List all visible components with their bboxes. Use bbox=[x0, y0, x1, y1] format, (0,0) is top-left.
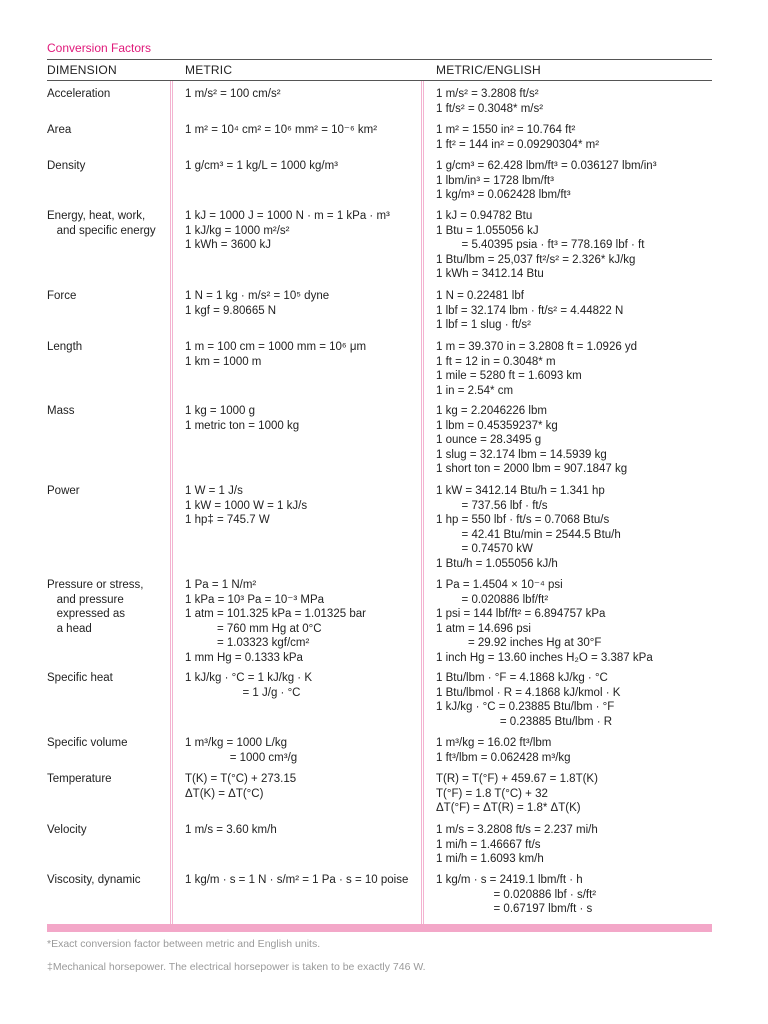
metric-cell bbox=[185, 823, 277, 838]
cell-line: 1 kJ = 1000 J = 1000 N · m = 1 kPa · m³ bbox=[185, 210, 390, 222]
metric-cell bbox=[185, 772, 296, 801]
cell-line: Temperature bbox=[47, 773, 112, 785]
cell-line: 1 kWh = 3412.14 Btu bbox=[436, 268, 544, 280]
cell-line: 1 kg/m · s = 1 N · s/m² = 1 Pa · s = 10 poise bbox=[185, 874, 409, 886]
cell-line: Density bbox=[47, 160, 86, 172]
cell-line: T(°F) = 1.8 T(°C) + 32 bbox=[436, 787, 548, 800]
cell-line: 1 kJ/kg · °C = 1 kJ/kg · K bbox=[185, 672, 312, 684]
cell-line: 1 kPa = 10³ Pa = 10⁻³ MPa bbox=[185, 593, 325, 606]
dimension-cell bbox=[47, 772, 177, 787]
cell-line: Specific volume bbox=[47, 737, 128, 749]
cell-line: 1 in = 2.54* cm bbox=[436, 384, 514, 397]
cell-line: = 0.020886 lbf · s/ft² bbox=[436, 888, 597, 901]
cell-line: 1 ounce = 28.3495 g bbox=[436, 434, 542, 446]
metric-cell bbox=[185, 873, 408, 888]
metric-english-cell bbox=[436, 772, 598, 816]
metric-cell bbox=[185, 671, 312, 700]
footnote-exact: *Exact conversion factor between metric and English units. bbox=[47, 938, 321, 950]
cell-line: 1 km = 1000 m bbox=[185, 355, 262, 368]
cell-line: 1 N = 1 kg · m/s² = 10⁵ dyne bbox=[185, 290, 330, 302]
cell-line: Viscosity, dynamic bbox=[47, 874, 141, 886]
cell-line: 1 mi/h = 1.46667 ft/s bbox=[436, 838, 541, 851]
cell-line: = 1.03323 kgf/cm² bbox=[185, 637, 310, 649]
cell-line: 1 W = 1 J/s bbox=[185, 485, 243, 497]
metric-cell bbox=[185, 578, 366, 665]
cell-line: 1 m = 100 cm = 1000 mm = 10⁶ μm bbox=[185, 341, 367, 353]
cell-line: 1 lbf = 32.174 lbm · ft/s² = 4.44822 N bbox=[436, 304, 624, 317]
cell-line: 1 ft/s² = 0.3048* m/s² bbox=[436, 102, 544, 115]
cell-line: 1 kWh = 3600 kJ bbox=[185, 239, 271, 251]
dimension-cell bbox=[47, 87, 177, 102]
cell-line: 1 g/cm³ = 62.428 lbm/ft³ = 0.036127 lbm/in³ bbox=[436, 160, 657, 172]
metric-cell bbox=[185, 159, 338, 174]
cell-line: 1 Btu/lbm = 25,037 ft²/s² = 2.326* kJ/kg bbox=[436, 253, 636, 266]
footnote-horsepower: ‡Mechanical horsepower. The electrical horsepower is taken to be exactly 746 W. bbox=[47, 961, 426, 973]
header-metric: METRIC bbox=[185, 63, 233, 77]
metric-english-cell bbox=[436, 578, 653, 665]
cell-line: expressed as bbox=[47, 608, 125, 620]
cell-line: 1 m/s² = 3.2808 ft/s² bbox=[436, 88, 539, 100]
cell-line: 1 kg/m · s = 2419.1 lbm/ft · h bbox=[436, 874, 583, 886]
cell-line: 1 atm = 14.696 psi bbox=[436, 622, 531, 635]
dimension-cell bbox=[47, 873, 177, 888]
metric-cell bbox=[185, 209, 390, 253]
metric-english-cell bbox=[436, 123, 599, 152]
cell-line: = 1 J/g · °C bbox=[185, 686, 301, 699]
metric-english-cell bbox=[436, 671, 620, 729]
cell-line: 1 lbm = 0.45359237* kg bbox=[436, 419, 558, 432]
cell-line: 1 atm = 101.325 kPa = 1.01325 bar bbox=[185, 608, 366, 620]
cell-line: 1 short ton = 2000 lbm = 907.1847 kg bbox=[436, 463, 628, 475]
top-rule bbox=[47, 59, 712, 60]
cell-line: a head bbox=[47, 622, 92, 635]
cell-line: 1 kg = 1000 g bbox=[185, 405, 256, 417]
dimension-cell bbox=[47, 823, 177, 838]
metric-english-cell bbox=[436, 736, 571, 765]
cell-line: 1 lbf = 1 slug · ft/s² bbox=[436, 319, 531, 331]
metric-english-cell bbox=[436, 873, 596, 917]
dimension-cell bbox=[47, 671, 177, 686]
cell-line: and specific energy bbox=[47, 224, 156, 237]
cell-line: 1 Pa = 1.4504 × 10⁻⁴ psi bbox=[436, 579, 563, 591]
cell-line: 1 Btu/lbm · °F = 4.1868 kJ/kg · °C bbox=[436, 672, 608, 684]
bottom-bar bbox=[47, 924, 712, 932]
metric-cell bbox=[185, 123, 377, 138]
cell-line: = 1000 cm³/g bbox=[185, 751, 298, 764]
header-dimension: DIMENSION bbox=[47, 63, 117, 77]
dimension-cell bbox=[47, 123, 177, 138]
cell-line: Specific heat bbox=[47, 672, 113, 684]
cell-line: Pressure or stress, bbox=[47, 579, 144, 591]
metric-english-cell bbox=[436, 823, 598, 867]
cell-line: 1 mm Hg = 0.1333 kPa bbox=[185, 651, 303, 664]
cell-line: 1 mile = 5280 ft = 1.6093 km bbox=[436, 370, 582, 382]
dimension-cell bbox=[47, 736, 177, 751]
dimension-cell bbox=[47, 404, 177, 419]
cell-line: 1 kJ = 0.94782 Btu bbox=[436, 210, 533, 222]
table-header bbox=[47, 63, 712, 79]
cell-line: 1 kg/m³ = 0.062428 lbm/ft³ bbox=[436, 189, 571, 201]
cell-line: = 0.67197 lbm/ft · s bbox=[436, 903, 593, 915]
cell-line: = 42.41 Btu/min = 2544.5 Btu/h bbox=[436, 528, 621, 541]
metric-english-cell bbox=[436, 87, 543, 116]
cell-line: Mass bbox=[47, 405, 75, 417]
header-metric-english: METRIC/ENGLISH bbox=[436, 63, 541, 77]
cell-line: 1 Btu/h = 1.055056 kJ/h bbox=[436, 557, 558, 570]
cell-line: 1 m/s² = 100 cm/s² bbox=[185, 88, 281, 100]
cell-line: Acceleration bbox=[47, 88, 111, 100]
metric-cell bbox=[185, 340, 366, 369]
dimension-cell bbox=[47, 578, 177, 636]
cell-line: 1 m/s = 3.2808 ft/s = 2.237 mi/h bbox=[436, 824, 598, 836]
cell-line: 1 m/s = 3.60 km/h bbox=[185, 824, 277, 836]
cell-line: T(K) = T(°C) + 273.15 bbox=[185, 773, 297, 785]
metric-cell bbox=[185, 484, 307, 528]
metric-english-cell bbox=[436, 209, 644, 282]
cell-line: ΔT(°F) = ΔT(R) = 1.8* ΔT(K) bbox=[436, 802, 581, 814]
dimension-cell bbox=[47, 340, 177, 355]
cell-line: 1 kJ/kg · °C = 0.23885 Btu/lbm · °F bbox=[436, 701, 615, 713]
metric-english-cell bbox=[436, 159, 657, 203]
metric-cell bbox=[185, 289, 329, 318]
metric-english-cell bbox=[436, 404, 627, 477]
cell-line: 1 m² = 10⁴ cm² = 10⁶ mm² = 10⁻⁶ km² bbox=[185, 124, 378, 136]
metric-cell bbox=[185, 404, 299, 433]
cell-line: 1 m² = 1550 in² = 10.764 ft² bbox=[436, 124, 576, 136]
cell-line: Velocity bbox=[47, 824, 87, 836]
cell-line: 1 mi/h = 1.6093 km/h bbox=[436, 853, 544, 865]
cell-line: = 5.40395 psia · ft³ = 778.169 lbf · ft bbox=[436, 239, 645, 251]
cell-line: 1 kg = 2.2046226 lbm bbox=[436, 405, 547, 417]
cell-line: 1 m³/kg = 16.02 ft³/lbm bbox=[436, 737, 552, 749]
cell-line: 1 hp = 550 lbf · ft/s = 0.7068 Btu/s bbox=[436, 514, 610, 526]
cell-line: 1 N = 0.22481 lbf bbox=[436, 290, 524, 302]
cell-line: 1 Btu/lbmol · R = 4.1868 kJ/kmol · K bbox=[436, 686, 621, 699]
cell-line: 1 slug = 32.174 lbm = 14.5939 kg bbox=[436, 448, 607, 461]
cell-line: 1 m³/kg = 1000 L/kg bbox=[185, 737, 287, 749]
cell-line: T(R) = T(°F) + 459.67 = 1.8T(K) bbox=[436, 773, 598, 785]
cell-line: 1 kJ/kg = 1000 m²/s² bbox=[185, 224, 290, 237]
cell-line: ΔT(K) = ΔT(°C) bbox=[185, 787, 264, 800]
cell-line: and pressure bbox=[47, 593, 124, 606]
cell-line: 1 psi = 144 lbf/ft² = 6.894757 kPa bbox=[436, 608, 606, 620]
cell-line: Energy, heat, work, bbox=[47, 210, 146, 222]
cell-line: = 0.74570 kW bbox=[436, 543, 533, 555]
cell-line: = 0.020886 lbf/ft² bbox=[436, 593, 549, 606]
cell-line: Force bbox=[47, 290, 77, 302]
cell-line: 1 ft³/lbm = 0.062428 m³/kg bbox=[436, 751, 571, 764]
cell-line: 1 ft = 12 in = 0.3048* m bbox=[436, 355, 556, 368]
cell-line: 1 Btu = 1.055056 kJ bbox=[436, 224, 539, 237]
dimension-cell bbox=[47, 209, 177, 238]
cell-line: 1 kgf = 9.80665 N bbox=[185, 304, 277, 317]
cell-line: 1 kW = 1000 W = 1 kJ/s bbox=[185, 499, 308, 512]
cell-line: 1 hp‡ = 745.7 W bbox=[185, 514, 270, 526]
cell-line: 1 Pa = 1 N/m² bbox=[185, 579, 257, 591]
cell-line: 1 metric ton = 1000 kg bbox=[185, 419, 300, 432]
metric-english-cell bbox=[436, 289, 623, 333]
dimension-cell bbox=[47, 484, 177, 499]
cell-line: Area bbox=[47, 124, 72, 136]
column-divider-1 bbox=[170, 81, 173, 924]
cell-line: = 760 mm Hg at 0°C bbox=[185, 622, 322, 635]
cell-line: Length bbox=[47, 341, 83, 353]
cell-line: 1 m = 39.370 in = 3.2808 ft = 1.0926 yd bbox=[436, 341, 638, 353]
metric-english-cell bbox=[436, 340, 637, 398]
metric-cell bbox=[185, 87, 281, 102]
cell-line: = 29.92 inches Hg at 30°F bbox=[436, 637, 602, 649]
cell-line: = 737.56 lbf · ft/s bbox=[436, 499, 548, 512]
metric-english-cell bbox=[436, 484, 621, 571]
dimension-cell bbox=[47, 159, 177, 174]
cell-line: 1 lbm/in³ = 1728 lbm/ft³ bbox=[436, 174, 554, 187]
cell-line: 1 kW = 3412.14 Btu/h = 1.341 hp bbox=[436, 485, 605, 497]
cell-line: 1 ft² = 144 in² = 0.09290304* m² bbox=[436, 138, 600, 151]
cell-line: Power bbox=[47, 485, 80, 497]
header-rule bbox=[47, 80, 712, 81]
page-title: Conversion Factors bbox=[47, 41, 152, 55]
cell-line: 1 g/cm³ = 1 kg/L = 1000 kg/m³ bbox=[185, 160, 338, 172]
cell-line: 1 inch Hg = 13.60 inches H₂O = 3.387 kPa bbox=[436, 651, 653, 664]
dimension-cell bbox=[47, 289, 177, 304]
metric-cell bbox=[185, 736, 297, 765]
cell-line: = 0.23885 Btu/lbm · R bbox=[436, 715, 613, 728]
column-divider-2 bbox=[421, 81, 424, 924]
